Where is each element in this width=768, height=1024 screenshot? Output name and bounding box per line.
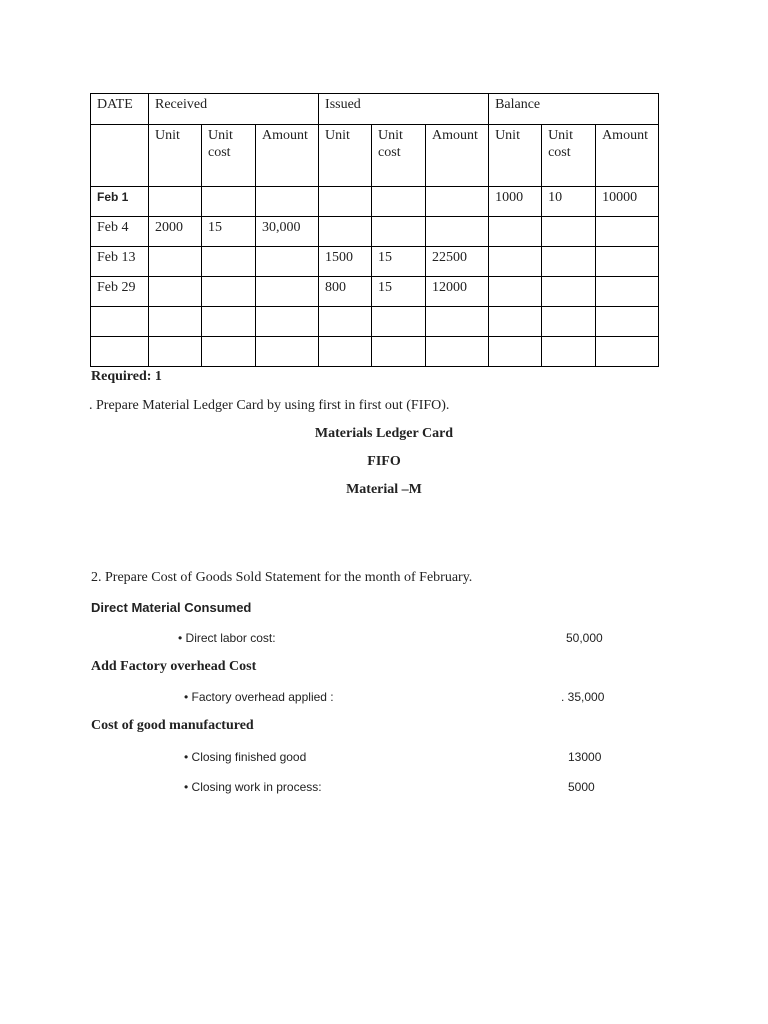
table-cell: 15: [202, 217, 256, 247]
table-row: [91, 337, 659, 367]
row-date-cell: [91, 307, 149, 337]
table-cell: [542, 337, 596, 367]
table-cell: 15: [372, 277, 426, 307]
table-cell: 15: [372, 247, 426, 277]
materials-ledger-table: [90, 93, 659, 367]
table-cell: [256, 247, 319, 277]
table-cell: [319, 307, 372, 337]
table-cell: [426, 187, 489, 217]
table-cell: [149, 337, 202, 367]
table-cell: [256, 187, 319, 217]
direct-labor-value: 50,000: [566, 631, 603, 645]
table-cell: [149, 307, 202, 337]
table-cell: [489, 217, 542, 247]
row-date-cell: [91, 337, 149, 367]
subheader-cell: Unit cost: [202, 125, 256, 187]
table-cell: [596, 277, 659, 307]
subheader-cell: Unit: [319, 125, 372, 187]
table-header-row: [91, 94, 659, 125]
table-cell: [596, 217, 659, 247]
subheader-cell: [91, 125, 149, 187]
table-cell: [489, 337, 542, 367]
closing-wip-label: • Closing work in process:: [184, 780, 322, 794]
subheader-cell: Amount: [256, 125, 319, 187]
table-cell: 12000: [426, 277, 489, 307]
table-cell: 10: [542, 187, 596, 217]
factory-overhead-heading: Add Factory overhead Cost: [91, 659, 257, 674]
table-row: [91, 307, 659, 337]
table-cell: [149, 187, 202, 217]
table-row: [91, 187, 659, 217]
table-cell: [596, 337, 659, 367]
table-cell: [372, 307, 426, 337]
table-cell: [372, 337, 426, 367]
closing-wip-value: 5000: [568, 780, 595, 794]
table-cell: 800: [319, 277, 372, 307]
table-cell: [319, 217, 372, 247]
instruction-1: . Prepare Material Ledger Card by using first in first out (FIFO).: [89, 398, 450, 413]
table-cell: [319, 337, 372, 367]
table-cell: [319, 187, 372, 217]
table-cell: [426, 307, 489, 337]
row-date-cell: Feb 4: [91, 217, 149, 247]
table-cell: [202, 187, 256, 217]
table-row: [91, 247, 659, 277]
table-subheader-row: [91, 125, 659, 187]
table-cell: [202, 247, 256, 277]
table-cell: [202, 307, 256, 337]
direct-material-heading: Direct Material Consumed: [91, 600, 252, 615]
subheader-cell: Unit: [489, 125, 542, 187]
closing-finished-value: 13000: [568, 750, 602, 764]
table-cell: [256, 337, 319, 367]
table-cell: [426, 337, 489, 367]
table-cell: [426, 217, 489, 247]
table-cell: [542, 247, 596, 277]
table-cell: 1000: [489, 187, 542, 217]
table-cell: 1500: [319, 247, 372, 277]
table-cell: [596, 247, 659, 277]
card-title: Materials Ledger Card: [314, 426, 454, 441]
table-row: [91, 217, 659, 247]
header-issued: Issued: [319, 94, 489, 125]
header-received: Received: [149, 94, 319, 125]
row-date-cell: Feb 1: [91, 187, 149, 217]
factory-overhead-value: . 35,000: [561, 690, 605, 704]
table-cell: [489, 277, 542, 307]
table-cell: [542, 277, 596, 307]
table-cell: [202, 277, 256, 307]
table-cell: [489, 307, 542, 337]
table-cell: [542, 307, 596, 337]
table-cell: [202, 337, 256, 367]
header-balance: Balance: [489, 94, 659, 125]
card-method: FIFO: [367, 454, 401, 469]
table-cell: [149, 247, 202, 277]
subheader-cell: Unit: [149, 125, 202, 187]
table-cell: 22500: [426, 247, 489, 277]
table-cell: [372, 217, 426, 247]
direct-labor-label: • Direct labor cost:: [178, 631, 276, 645]
table-cell: 2000: [149, 217, 202, 247]
table-cell: [596, 307, 659, 337]
factory-overhead-label: • Factory overhead applied :: [184, 690, 334, 704]
subheader-cell: Unit cost: [372, 125, 426, 187]
table-cell: [256, 277, 319, 307]
row-date-cell: Feb 29: [91, 277, 149, 307]
subheader-cell: Unit cost: [542, 125, 596, 187]
required-label: Required: 1: [91, 369, 162, 384]
subheader-cell: Amount: [596, 125, 659, 187]
table-cell: [149, 277, 202, 307]
row-date-cell: Feb 13: [91, 247, 149, 277]
header-date: DATE: [91, 94, 149, 125]
cogm-heading: Cost of good manufactured: [91, 718, 254, 733]
table-cell: [372, 187, 426, 217]
closing-finished-label: • Closing finished good: [184, 750, 307, 764]
table-cell: [542, 217, 596, 247]
table-cell: [256, 307, 319, 337]
table-cell: 10000: [596, 187, 659, 217]
card-material: Material –M: [346, 482, 422, 497]
table-cell: [489, 247, 542, 277]
table-cell: 30,000: [256, 217, 319, 247]
instruction-2: 2. Prepare Cost of Goods Sold Statement for the month of February.: [91, 570, 473, 585]
table-body: [91, 187, 659, 367]
subheader-cell: Amount: [426, 125, 489, 187]
table-row: [91, 277, 659, 307]
